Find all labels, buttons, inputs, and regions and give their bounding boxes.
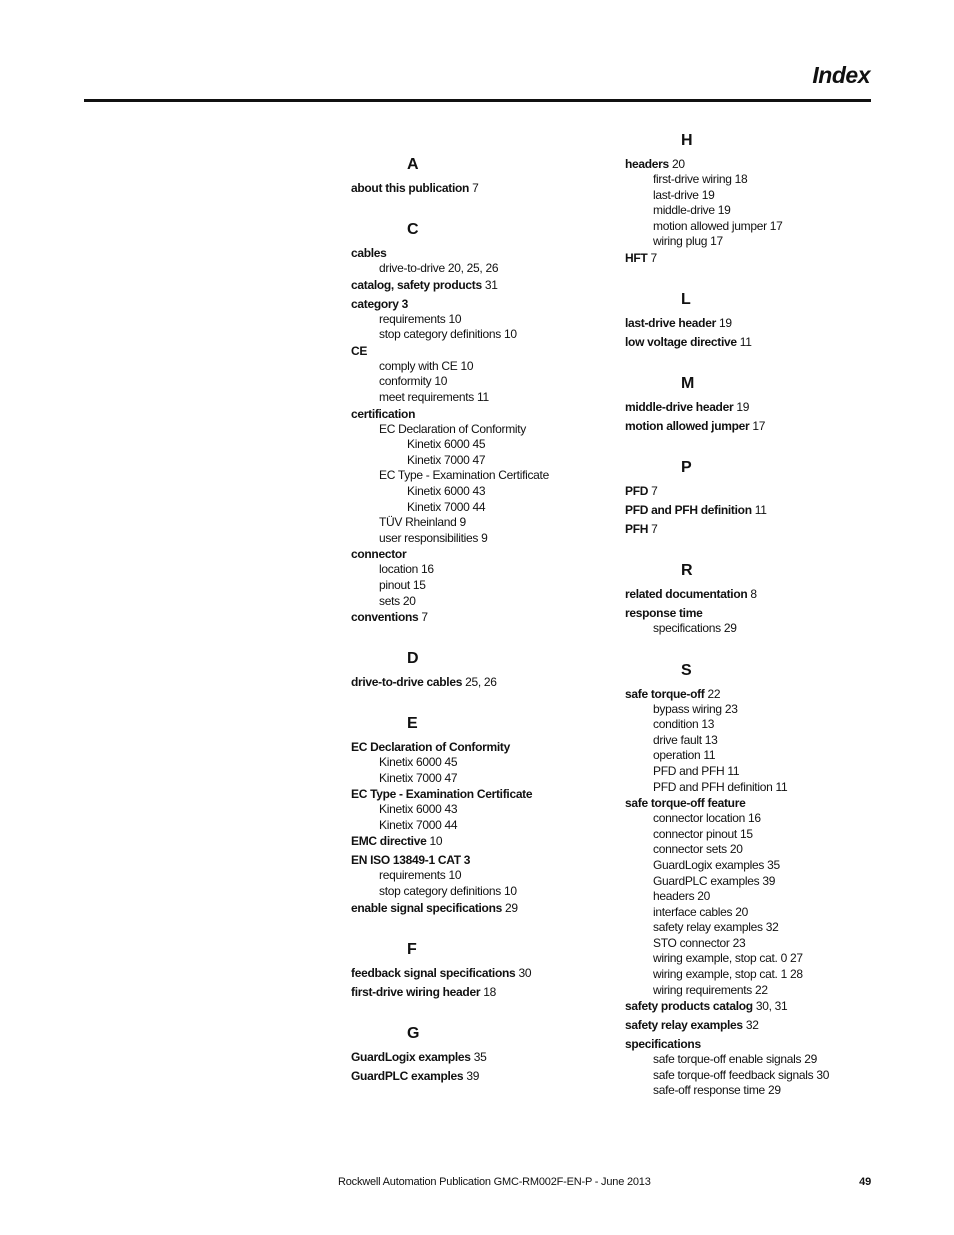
index-entry (351, 984, 621, 1000)
index-term: category 3 (351, 296, 409, 311)
index-subentry: Kinetix 6000 45 (379, 755, 458, 770)
index-subentry: EC Declaration of Conformity (379, 421, 526, 436)
index-term: drive-to-drive cables (351, 675, 463, 690)
index-section-s (625, 661, 895, 1099)
section-letter: D (407, 650, 419, 668)
index-pages: 18 (480, 984, 496, 999)
index-term: EC Type - Examination Certificate (351, 787, 533, 802)
index-subentry: middle-drive 19 (653, 203, 731, 218)
index-entry (625, 586, 895, 602)
index-entry (351, 739, 621, 755)
index-subentry: Kinetix 6000 43 (379, 802, 458, 817)
index-subentry: requirements 10 (379, 311, 462, 326)
index-entry (351, 900, 621, 916)
index-entry (625, 605, 895, 621)
index-subentry: Kinetix 7000 47 (407, 452, 486, 467)
index-section-r (625, 561, 895, 637)
index-subentry: comply with CE 10 (379, 358, 474, 373)
index-pages: 19 (715, 315, 732, 330)
index-entry (351, 1049, 621, 1065)
index-subentry: user responsibilities 9 (379, 530, 488, 545)
index-column-right (625, 131, 895, 1099)
section-letter: C (407, 221, 419, 238)
index-pages: 8 (747, 586, 757, 601)
index-entry (351, 852, 621, 868)
index-entry (625, 686, 895, 702)
index-term: PFH (625, 521, 649, 536)
section-letter: F (407, 940, 417, 958)
index-term: CE (351, 343, 368, 358)
index-pages: 7 (648, 483, 658, 498)
index-subentry: sets 20 (379, 593, 416, 608)
index-entry (351, 343, 621, 359)
index-pages: 39 (463, 1068, 480, 1083)
index-entry (351, 674, 621, 690)
index-subentry: bypass wiring 23 (653, 701, 738, 716)
index-pages: 25, 26 (462, 675, 497, 690)
index-subentry: Kinetix 7000 44 (379, 817, 458, 832)
index-subentry: condition 13 (653, 717, 715, 732)
index-entry (351, 245, 621, 261)
index-term: cables (351, 246, 387, 260)
index-section-f (351, 940, 621, 1000)
index-entry (625, 998, 895, 1014)
index-term: PFD (625, 483, 649, 498)
index-term: headers (625, 157, 669, 171)
footer-publication: Rockwell Automation Publication GMC-RM002F-EN-P - June 2013 (338, 1176, 651, 1188)
index-term: GuardLogix examples (351, 1049, 471, 1064)
index-entry (625, 334, 895, 350)
index-term: specifications (625, 1037, 701, 1052)
index-entry (351, 965, 621, 981)
section-letter: S (681, 661, 692, 679)
index-section-h (625, 131, 895, 266)
index-term: safety relay examples (625, 1018, 743, 1033)
index-subentry: wiring requirements 22 (653, 982, 768, 997)
index-subentry: PFD and PFH 11 (653, 763, 740, 778)
section-letter: M (681, 374, 695, 392)
section-letter: E (407, 715, 418, 733)
index-subentry: location 16 (379, 562, 434, 577)
index-pages: 29 (502, 900, 518, 915)
index-pages: 19 (733, 399, 750, 414)
index-subentry: connector sets 20 (653, 842, 743, 857)
index-pages: 30 (515, 965, 532, 980)
index-pages: 7 (648, 521, 658, 536)
index-subentry: GuardLogix examples 35 (653, 857, 780, 872)
index-term: certification (351, 406, 416, 421)
index-term: PFD and PFH definition (625, 502, 752, 517)
index-term: low voltage directive (625, 334, 737, 349)
index-subentry: STO connector 23 (653, 935, 746, 950)
index-section-c (351, 220, 621, 625)
index-section-a (351, 155, 621, 196)
index-subentry: stop category definitions 10 (379, 327, 517, 342)
index-term: EC Declaration of Conformity (351, 740, 510, 755)
index-pages: 35 (470, 1049, 487, 1064)
index-section-p (625, 458, 895, 537)
index-section-m (625, 374, 895, 434)
index-term: middle-drive header (625, 399, 734, 414)
index-term: first-drive wiring header (351, 984, 481, 999)
index-subentry: stop category definitions 10 (379, 884, 517, 899)
index-entry (351, 406, 621, 422)
index-entry (351, 277, 621, 293)
index-column-left (351, 131, 621, 1084)
index-subentry: meet requirements 11 (379, 389, 489, 404)
index-entry (625, 795, 895, 811)
index-subentry: Kinetix 6000 43 (407, 483, 486, 498)
index-subentry: last-drive 19 (653, 187, 715, 202)
index-term: GuardPLC examples (351, 1068, 464, 1083)
index-subentry: first-drive wiring 18 (653, 172, 748, 186)
index-entry (351, 546, 621, 562)
index-term: about this publication (351, 181, 470, 195)
index-pages: 10 (426, 834, 443, 849)
index-entry (625, 1017, 895, 1033)
section-letter: G (407, 1024, 420, 1042)
index-entry (625, 1036, 895, 1052)
index-term: feedback signal specifications (351, 965, 516, 980)
index-subentry: conformity 10 (379, 374, 448, 389)
index-entry (351, 609, 621, 625)
header-rule (84, 99, 871, 102)
index-subentry: interface cables 20 (653, 904, 749, 919)
index-term: conventions (351, 610, 419, 625)
index-pages: 31 (481, 277, 498, 292)
index-pages: 20 (668, 157, 685, 171)
index-subentry: Kinetix 7000 44 (407, 499, 486, 514)
index-entry (625, 250, 895, 266)
index-subentry: motion allowed jumper 17 (653, 218, 783, 233)
index-subentry: requirements 10 (379, 868, 462, 883)
index-subentry: PFD and PFH definition 11 (653, 779, 788, 794)
index-term: catalog, safety products (351, 277, 482, 292)
index-term: HFT (625, 250, 648, 265)
index-term: safe torque-off feature (625, 796, 746, 811)
index-term: connector (351, 547, 407, 562)
index-subentry: pinout 15 (379, 577, 426, 592)
index-subentry: Kinetix 6000 45 (407, 437, 486, 452)
index-subentry: operation 11 (653, 748, 716, 763)
section-letter: A (407, 156, 419, 173)
index-term: response time (625, 605, 703, 620)
index-subentry: connector location 16 (653, 811, 761, 826)
index-entry (625, 521, 895, 537)
index-entry (625, 399, 895, 415)
index-subentry: GuardPLC examples 39 (653, 873, 776, 888)
index-subentry: wiring example, stop cat. 1 28 (653, 967, 803, 982)
index-term: motion allowed jumper (625, 418, 750, 433)
index-subentry: drive fault 13 (653, 732, 718, 747)
index-subentry: wiring plug 17 (653, 234, 723, 249)
section-letter: L (681, 290, 691, 308)
index-subentry: wiring example, stop cat. 0 27 (653, 951, 803, 966)
index-pages: 7 (469, 181, 479, 195)
index-entry (625, 315, 895, 331)
index-pages: 30, 31 (752, 999, 788, 1014)
index-pages: 17 (749, 418, 766, 433)
index-subentry: safety relay examples 32 (653, 920, 779, 935)
section-letter: H (681, 132, 693, 149)
index-pages: 22 (704, 686, 721, 701)
index-subentry: safe torque-off feedback signals 30 (653, 1067, 830, 1082)
index-pages: 11 (736, 334, 752, 349)
index-pages: 32 (742, 1018, 759, 1033)
page-title: Index (812, 62, 870, 88)
index-subentry: connector pinout 15 (653, 826, 753, 841)
index-term: last-drive header (625, 315, 716, 330)
index-entry (351, 833, 621, 849)
index-entry (625, 502, 895, 518)
index-subentry: specifications 29 (653, 620, 737, 635)
index-subentry: headers 20 (653, 889, 711, 904)
section-letter: P (681, 458, 692, 476)
index-term: EN ISO 13849-1 CAT 3 (351, 853, 471, 868)
index-pages: 11 (751, 502, 767, 517)
index-subentry: Kinetix 7000 47 (379, 770, 458, 785)
index-term: EMC directive (351, 834, 427, 849)
index-subentry: drive-to-drive 20, 25, 26 (379, 261, 499, 275)
index-subentry: TÜV Rheinland 9 (379, 515, 466, 530)
index-subentry: safe torque-off enable signals 29 (653, 1052, 818, 1067)
index-term: related documentation (625, 586, 748, 601)
index-entry (351, 786, 621, 802)
index-pages: 7 (647, 250, 657, 265)
index-entry (351, 296, 621, 312)
index-entry (625, 418, 895, 434)
index-section-d (351, 649, 621, 690)
index-entry (351, 180, 621, 196)
section-letter: R (681, 561, 693, 579)
index-pages: 7 (418, 610, 428, 625)
index-subentry: safe-off response time 29 (653, 1083, 781, 1098)
index-subentry: EC Type - Examination Certificate (379, 468, 549, 483)
index-section-g (351, 1024, 621, 1084)
footer-page-number: 49 (859, 1176, 871, 1188)
index-entry (625, 483, 895, 499)
index-term: enable signal specifications (351, 900, 502, 915)
index-entry (625, 156, 895, 172)
index-term: safe torque-off (625, 686, 705, 701)
index-entry (351, 1068, 621, 1084)
index-term: safety products catalog (625, 999, 753, 1014)
index-section-l (625, 290, 895, 350)
index-section-e (351, 714, 621, 916)
